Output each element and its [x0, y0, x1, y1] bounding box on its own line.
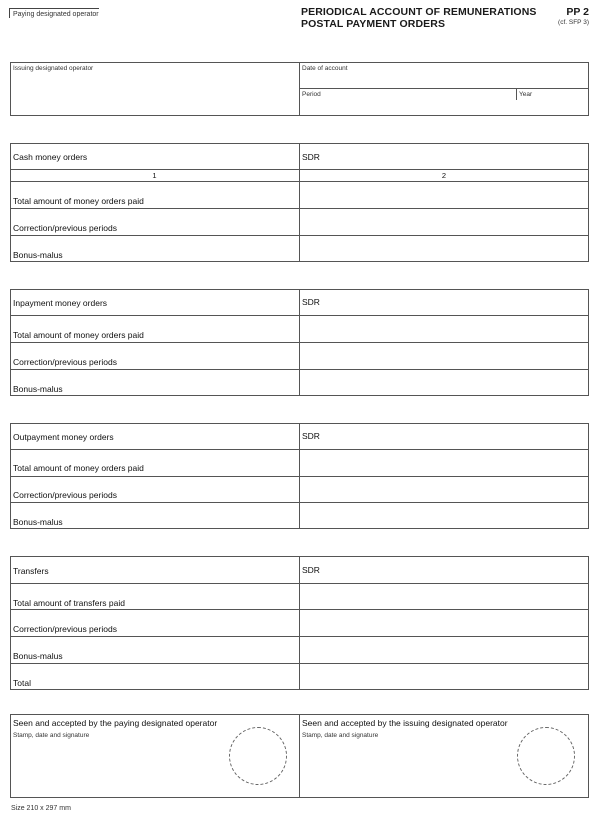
cash-heading: Cash money orders — [13, 152, 88, 162]
signature-divider — [299, 714, 300, 798]
inpayment-row-label: Total amount of money orders paid — [13, 330, 144, 340]
issuing-stamp-circle[interactable] — [517, 727, 575, 785]
form-title-line2: POSTAL PAYMENT ORDERS — [301, 17, 446, 30]
transfers-row-label: Correction/previous periods — [13, 624, 117, 634]
cash-col-divider — [299, 143, 300, 262]
paying-stamp-label: Stamp, date and signature — [13, 732, 90, 739]
paying-operator-label: Paying designated operator — [9, 8, 99, 18]
info-divider — [299, 62, 300, 116]
transfers-divider — [10, 583, 589, 584]
transfers-divider — [10, 636, 589, 637]
inpayment-currency: SDR — [302, 297, 320, 307]
transfers-divider — [10, 609, 589, 610]
form-title — [301, 7, 536, 30]
form-code: PP 2 — [566, 6, 589, 18]
inpayment-divider — [10, 315, 589, 316]
cash-column-2-number: 2 — [441, 171, 447, 180]
transfers-col-divider — [299, 556, 300, 690]
outpayment-divider — [10, 449, 589, 450]
date-divider — [299, 88, 589, 89]
cash-divider — [10, 181, 589, 182]
issuing-operator-field[interactable]: Issuing designated operator — [13, 65, 94, 72]
issuing-operator-acceptance-title: Seen and accepted by the issuing designated operator — [302, 718, 508, 728]
transfers-heading: Transfers — [13, 566, 49, 576]
cash-divider — [10, 208, 589, 209]
date-of-account-field[interactable]: Date of account — [302, 65, 348, 72]
outpayment-row-label: Correction/previous periods — [13, 490, 117, 500]
paying-stamp-circle[interactable] — [229, 727, 287, 785]
cash-row-label: Total amount of money orders paid — [13, 196, 144, 206]
transfers-total-label: Total — [13, 678, 31, 688]
inpayment-heading: Inpayment money orders — [13, 298, 108, 308]
cash-divider — [10, 235, 589, 236]
issuing-stamp-label: Stamp, date and signature — [302, 732, 379, 739]
paying-operator-acceptance-title: Seen and accepted by the paying designated operator — [13, 718, 218, 728]
outpayment-heading: Outpayment money orders — [13, 432, 114, 442]
period-year-divider — [516, 88, 517, 100]
cash-divider — [10, 169, 589, 170]
inpayment-divider — [10, 369, 589, 370]
cash-currency: SDR — [302, 152, 320, 162]
cash-row-label: Correction/previous periods — [13, 223, 117, 233]
page-size-note: Size 210 x 297 mm — [11, 805, 71, 812]
form-title-line1: PERIODICAL ACCOUNT OF REMUNERATIONS — [301, 6, 537, 18]
form-reference: (cf. SFP 3) — [558, 19, 589, 26]
cash-column-1-number: 1 — [152, 171, 157, 180]
outpayment-row-label: Total amount of money orders paid — [13, 463, 144, 473]
outpayment-currency: SDR — [302, 431, 320, 441]
transfers-divider — [10, 663, 589, 664]
outpayment-divider — [10, 502, 589, 503]
transfers-row-label: Total amount of transfers paid — [13, 598, 125, 608]
transfers-row-label: Bonus-malus — [13, 651, 63, 661]
outpayment-row-label: Bonus-malus — [13, 517, 63, 527]
year-field[interactable]: Year — [519, 91, 533, 98]
inpayment-row-label: Correction/previous periods — [13, 357, 117, 367]
transfers-currency: SDR — [302, 565, 320, 575]
inpayment-row-label: Bonus-malus — [13, 384, 63, 394]
inpayment-divider — [10, 342, 589, 343]
cash-row-label: Bonus-malus — [13, 250, 63, 260]
outpayment-divider — [10, 476, 589, 477]
period-field[interactable]: Period — [302, 91, 321, 98]
